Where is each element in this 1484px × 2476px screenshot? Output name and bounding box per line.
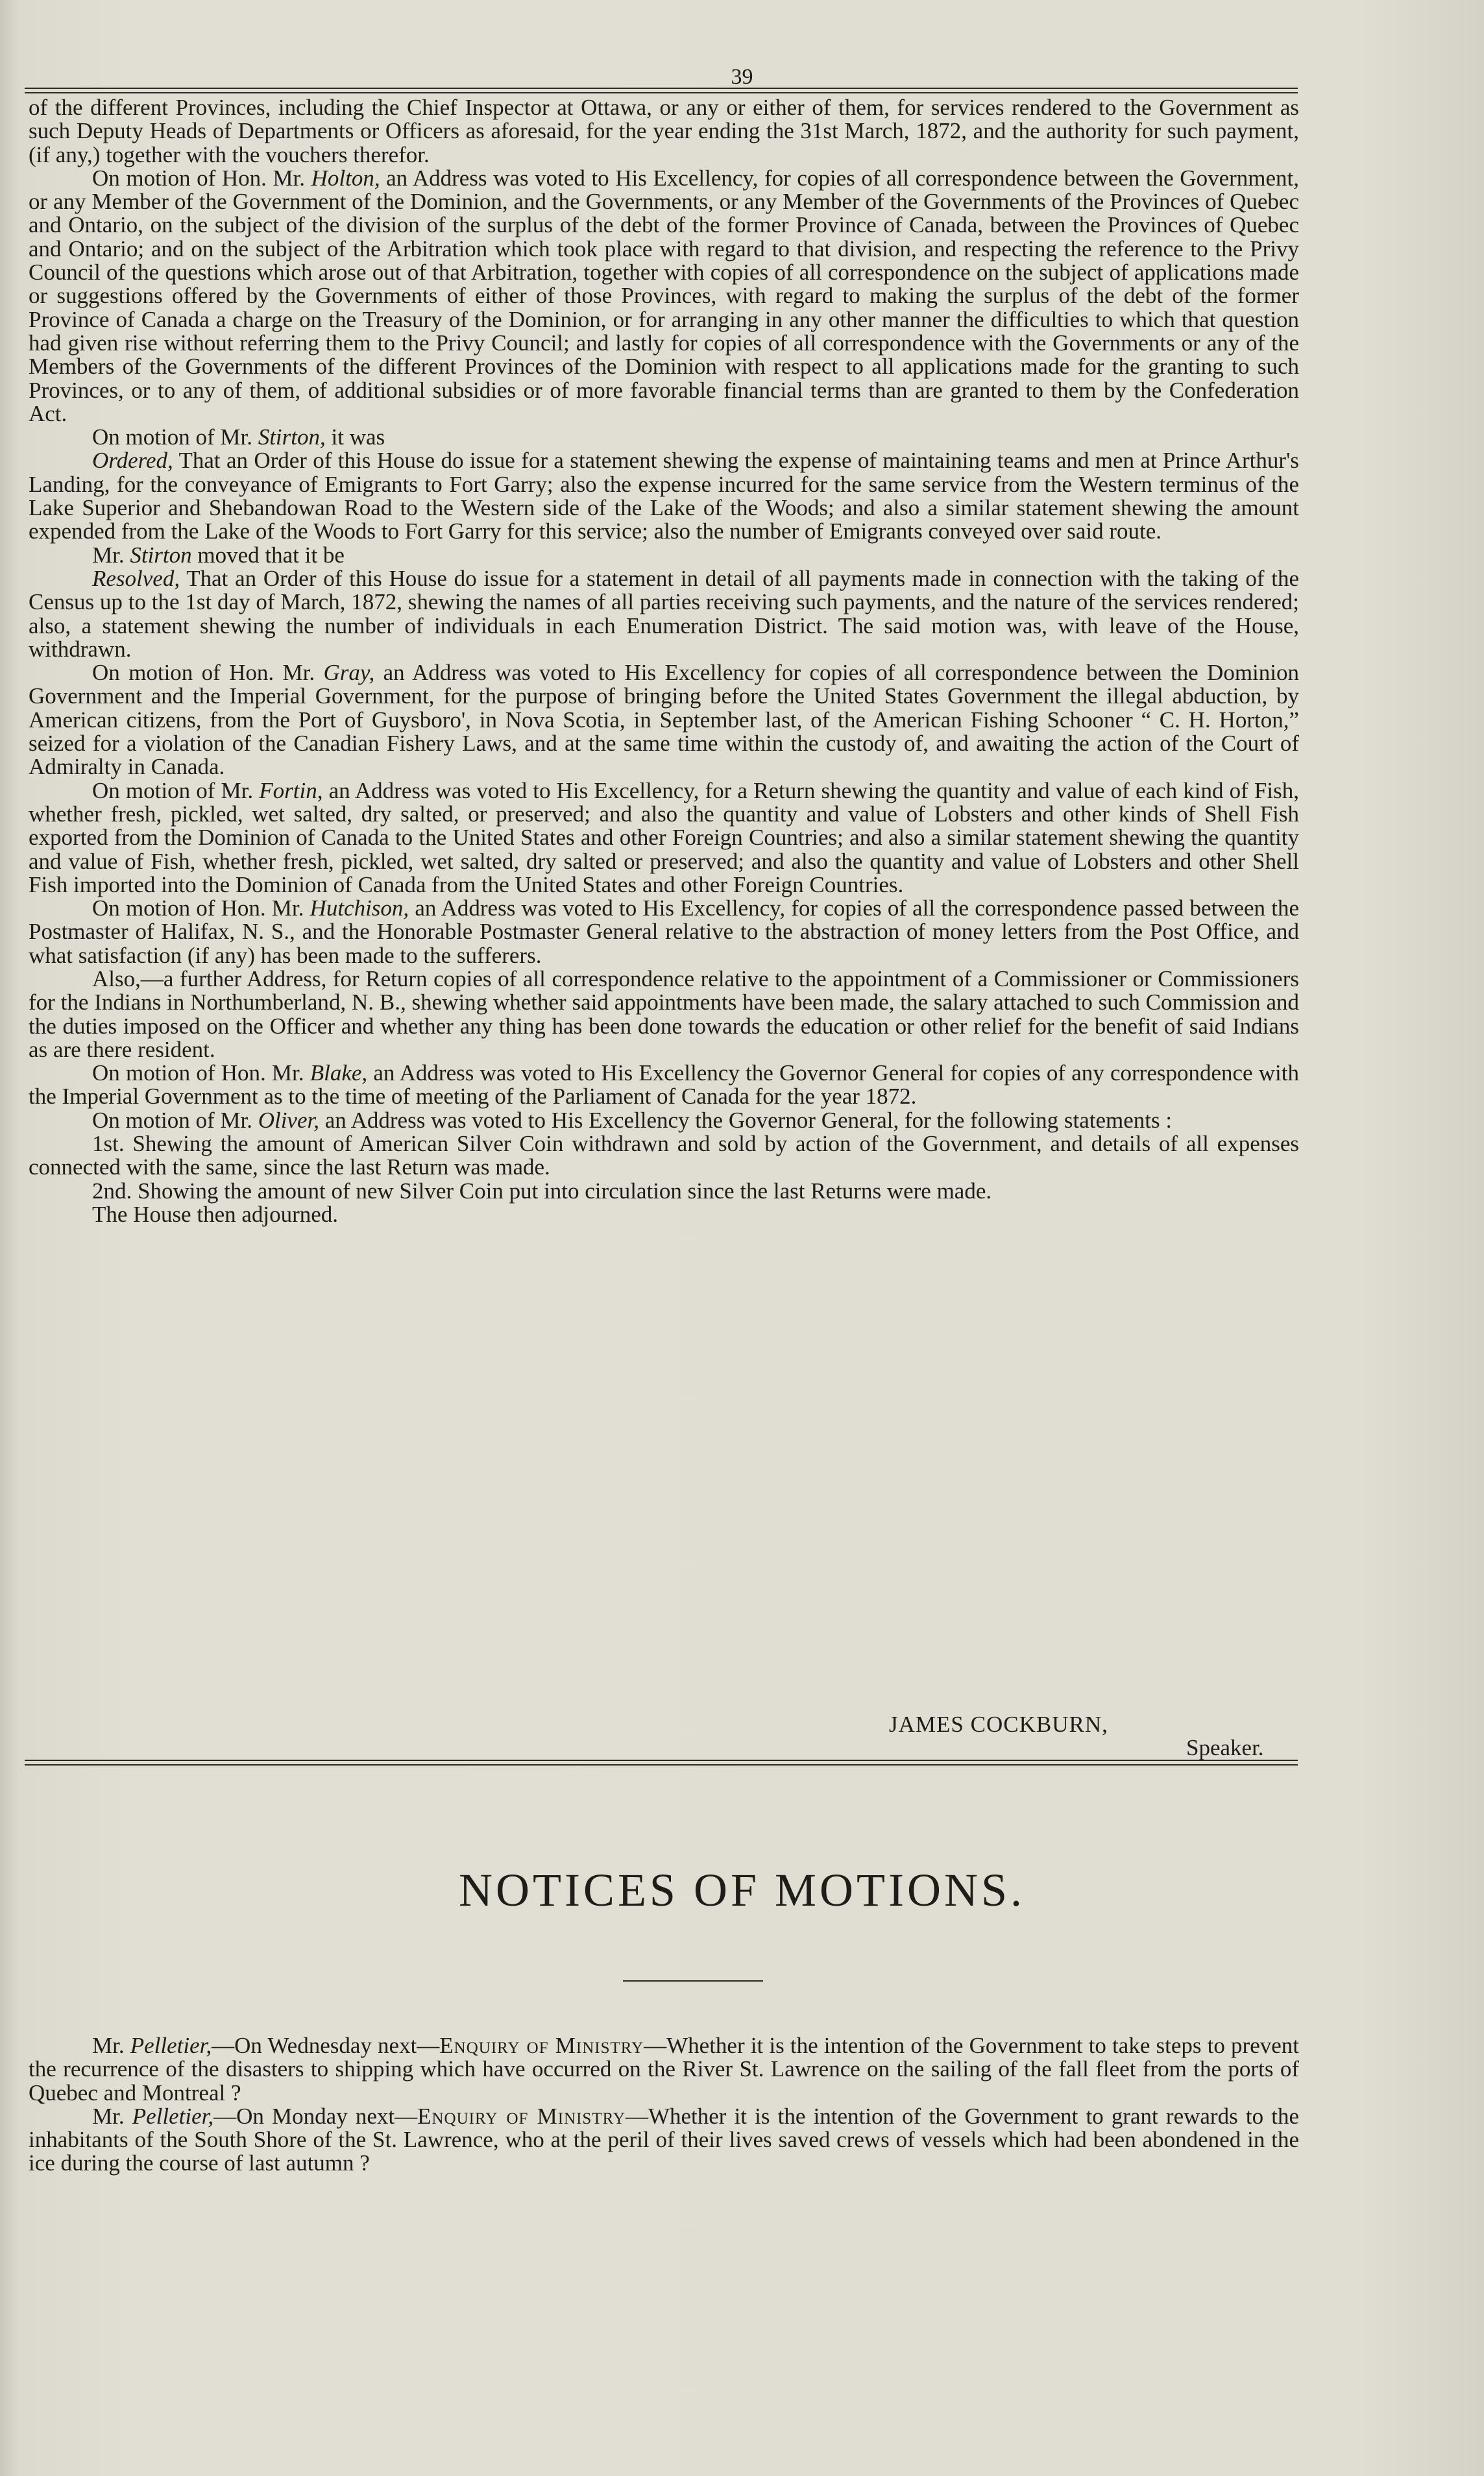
paragraph-hutchison-motion [29, 897, 1299, 967]
notice-item [29, 2034, 1299, 2105]
text-run: —Whether it is the intention of the Government to take steps to prevent the recurrence of the disasters to shipping which have occurred on the River St. Lawrence on the sailing of the fall fleet from the ports of Quebec and Montreal ? [29, 2033, 1299, 2106]
italic-name: Oliver, [258, 1107, 319, 1133]
italic-name: Hutchison, [310, 895, 409, 921]
text-run: an Address was voted to His Excellency for copies of all correspondence between the Dominion Government and the Imperial Government, for the purpose of bringing before the United States Government the illegal abduction, by American citizens, from the Port of Guysboro', in Nova Scotia, in September last, of the American Fishing Schooner “ C. H. Horton,” seized for a violation of the Canadian Fishery Laws, and at the same time within the custody of, and awaiting the action of the Court of Admiralty in Canada. [29, 660, 1299, 780]
text-run: On motion of Hon. Mr. [92, 660, 324, 686]
text-run: an Address was voted to His Excellency the Governor General for copies of any correspondence with the Imperial Government as to the time of meeting of the Parliament of Canada for the year 1872. [29, 1060, 1299, 1110]
page-number: 39 [731, 65, 753, 89]
paragraph-fortin-motion [29, 779, 1299, 897]
paragraph-gray-motion [29, 661, 1299, 779]
paragraph-blake-motion [29, 1062, 1299, 1109]
notices-list [29, 2034, 1299, 2176]
text-run: That an Order of this House do issue for a statement in detail of all payments made in connection with the taking of the Census up to the 1st day of March, 1872, shewing the names of all parties receiving such payments, and the nature of the services rendered; also, a statement shewing the number of individuals in each Enumeration District. The said motion was, with leave of the House, withdrawn. [29, 565, 1299, 662]
paragraph-further-address [29, 967, 1299, 1062]
paragraph-oliver-motion [29, 1109, 1299, 1132]
text-run: moved that it be [191, 542, 345, 568]
section-heading: NOTICES OF MOTIONS. [458, 1864, 1026, 1916]
text-run: —Whether it is the intention of the Government to grant rewards to the inhabitants of the South Shore of the St. Lawrence, who at the peril of their lives saved crews of vessels which had been abondened in the ice during the course of last autumn ? [29, 2103, 1299, 2176]
text-run: an Address was voted to His Excellency the Governor General, for the following statements : [319, 1107, 1173, 1133]
list-item-second [29, 1180, 1299, 1203]
small-caps-heading: Enquiry of Ministry [439, 2033, 644, 2058]
journal-body [29, 96, 1299, 1226]
text-run: it was [325, 424, 385, 450]
italic-name: Pelletier, [130, 2033, 212, 2058]
top-double-rule [25, 88, 1298, 93]
text-run: On motion of Mr. [92, 777, 260, 803]
text-run: Mr. [92, 542, 130, 568]
text-run: On motion of Hon. Mr. [92, 1060, 310, 1086]
text-run: Also,—a further Address, for Return copies of all correspondence relative to the appointment of a Commissioner or Commissioners for the Indians in Northumberland, N. B., shewing whether said appointments have been made, the salary attached to such Commission and the duties imposed on the Officer and whether any thing has been done towards the education or other relief for the benefit of said Indians as are there resident. [29, 965, 1299, 1062]
paragraph-stirton-moved [29, 544, 1299, 567]
text-run: an Address was voted to His Excellency, for copies of all the correspondence passed between the Postmaster of Halifax, N. S., and the Honorable Postmaster General relative to the abstraction of money letters from the Post Office, and what satisfaction (if any) has been made to the sufferers. [29, 895, 1299, 968]
paragraph-adjourned [29, 1203, 1299, 1226]
text-run: On motion of Mr. [92, 424, 258, 450]
italic-name: Holton, [311, 165, 380, 191]
italic-name: Ordered, [92, 448, 173, 474]
text-run: 1st. Shewing the amount of American Silver Coin withdrawn and sold by action of the Government, and details of all expenses connected with the same, since the last Return was made. [29, 1131, 1299, 1180]
italic-name: Gray, [323, 660, 375, 686]
italic-name: Stirton, [258, 424, 326, 450]
text-run: —On Monday next— [213, 2103, 418, 2129]
section-double-rule [25, 1760, 1298, 1766]
text-run: Mr. [92, 2033, 130, 2058]
italic-name: Blake, [310, 1060, 368, 1086]
text-run: 2nd. Showing the amount of new Silver Coin put into circulation since the last Returns were made. [92, 1178, 992, 1204]
text-run: On motion of Mr. [92, 1107, 258, 1133]
text-run: —On Wednesday next— [212, 2033, 440, 2058]
italic-name: Pelletier, [132, 2103, 214, 2129]
text-run: The House then adjourned. [92, 1201, 339, 1227]
text-run: On motion of Hon. Mr. [92, 895, 310, 921]
text-run: an Address was voted to His Excellency, for a Return shewing the quantity and value of each kind of Fish, whether fresh, pickled, wet salted, dry salted, or preserved; and also the quantity and value of Lobsters and other kinds of Shell Fish exported from the Dominion of Canada to the United States and other Foreign Countries; and also a similar statement shewing the quantity and value of Fish, whether fresh, pickled, wet salted, dry salted or preserved; and also the quantity and value of Lobsters and other Shell Fish imported into the Dominion of Canada from the United States and other Foreign Countries. [29, 777, 1299, 897]
paragraph-stirton-motion [29, 426, 1299, 449]
signature-name: JAMES COCKBURN, [889, 1712, 1108, 1737]
paragraph-continuation [29, 96, 1299, 167]
text-run: Mr. [92, 2103, 132, 2129]
text-run: That an Order of this House do issue for a statement shewing the expense of maintaining teams and men at Prince Arthur's Landing, for the conveyance of Emigrants to Fort Garry; also the expense incurred for the same service from the Western terminus of the Lake Superior and Shebandowan Road to the Western side of the Lake of the Woods; and also a similar statement shewing the amount expended from the Lake of the Woods to Fort Garry for this service; also the number of Emigrants conveyed over said route. [29, 448, 1299, 544]
heading-underline [623, 1980, 763, 1982]
italic-name: Fortin, [259, 777, 323, 803]
text-run: an Address was voted to His Excellency, for copies of all correspondence between the Government, or any Member of the Government of the Dominion, and the Governments, or any Member of the Governments of the Provinces of Quebec and Ontario, on the subject of the division of the surplus of the debt of the former Province of Canada, between the Provinces of Quebec and Ontario; and on the subject of the Arbitration which took place with regard to that division, and respecting the reference to the Privy Council of the questions which arose out of that Arbitration, together with copies of all correspondence on the subject of applications made or suggestions offered by the Governments of either of those Provinces, with regard to making the surplus of the debt of the former Province of Canada a charge on the Treasury of the Dominion, or for arranging in any other manner the difficulties to which that question had given rise without referring them to the Privy Council; and lastly for copies of all correspondence with the Governments or any of the Members of the Governments of the different Provinces of the Dominion with respect to all applications made for the granting to such Provinces, or to any of them, of additional subsidies or of more favorable financial terms than are granted to them by the Confederation Act. [29, 165, 1299, 426]
paragraph-holton-motion [29, 167, 1299, 426]
text-run: of the different Provinces, including the Chief Inspector at Ottawa, or any or either of them, for services rendered to the Government as such Deputy Heads of Departments or Officers as aforesaid, for the year ending the 31st March, 1872, and the authority for such payment, (if any,) together with the vouchers therefor. [29, 95, 1299, 167]
signature-title: Speaker. [1186, 1735, 1264, 1760]
italic-name: Stirton [130, 542, 192, 568]
notice-item [29, 2105, 1299, 2176]
paragraph-order [29, 449, 1299, 543]
text-run: On motion of Hon. Mr. [92, 165, 311, 191]
small-caps-heading: Enquiry of Ministry [417, 2103, 626, 2129]
paragraph-resolved [29, 567, 1299, 661]
list-item-first [29, 1132, 1299, 1180]
italic-name: Resolved, [92, 565, 180, 591]
